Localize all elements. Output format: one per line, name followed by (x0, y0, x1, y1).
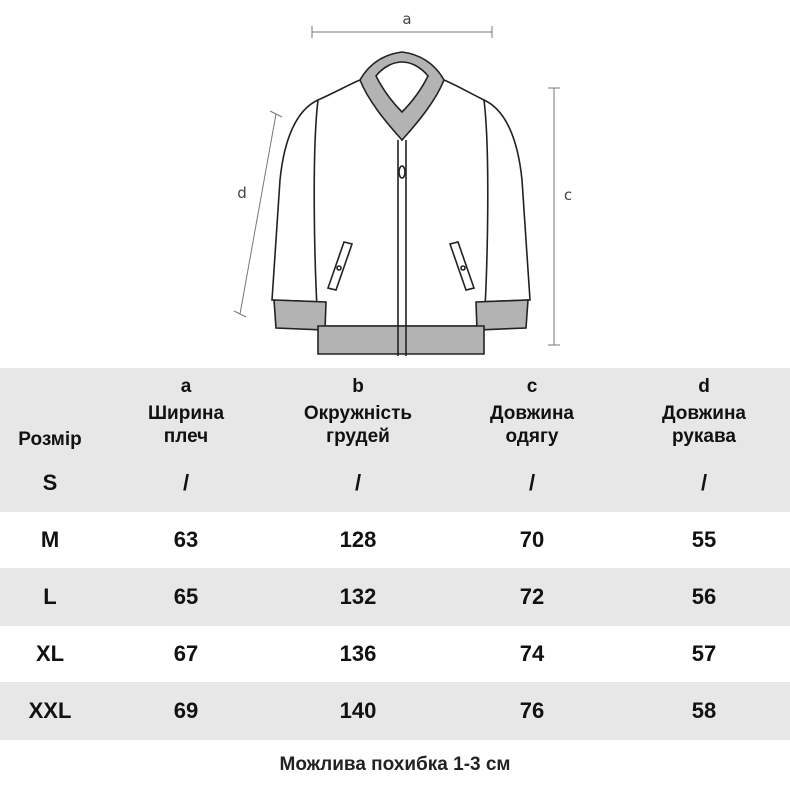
size-cell: S (42, 470, 58, 495)
value-cell: 56 (691, 584, 717, 609)
value-cell: 67 (173, 641, 199, 666)
value-cell: 70 (519, 527, 545, 552)
jacket-illustration (272, 52, 530, 356)
value-cell: 55 (691, 527, 717, 552)
value-cell: 69 (173, 698, 199, 723)
header-letter: d (698, 375, 710, 397)
header-name: Окружність грудей (303, 402, 413, 447)
table-row (0, 568, 790, 626)
value-cell: 74 (519, 641, 545, 666)
value-cell: 136 (339, 641, 377, 666)
header-col-c (452, 368, 612, 454)
label-d: d (237, 184, 247, 202)
table-row (0, 454, 790, 512)
value-cell: 140 (339, 698, 377, 723)
value-cell: / (528, 470, 536, 495)
value-cell: 128 (339, 527, 377, 552)
header-col-a (106, 368, 266, 454)
table-row (0, 512, 790, 568)
jacket-diagram (0, 0, 790, 366)
header-col-b (278, 368, 438, 454)
header-col-d (624, 368, 784, 454)
value-cell: 132 (339, 584, 377, 609)
header-size-label: Розмір (18, 428, 82, 450)
header-name: Довжина одягу (490, 402, 574, 447)
header-letter: b (352, 375, 364, 397)
value-cell: / (182, 470, 190, 495)
header-name: Довжина рукава (662, 402, 746, 447)
value-cell: 57 (691, 641, 717, 666)
measure-c (548, 88, 560, 345)
tolerance-note: Можлива похибка 1-3 см (279, 754, 511, 775)
value-cell: 76 (519, 698, 545, 723)
header-name: Ширина плеч (147, 402, 225, 447)
size-cell: M (40, 527, 60, 552)
size-cell: L (43, 584, 57, 609)
label-c: c (563, 186, 573, 204)
value-cell: / (354, 470, 362, 495)
size-cell: XL (35, 641, 65, 666)
header-letter: c (526, 375, 538, 397)
value-cell: 58 (691, 698, 717, 723)
header-letter: a (180, 375, 192, 397)
table-header (0, 368, 790, 454)
value-cell: 72 (519, 584, 545, 609)
value-cell: 65 (173, 584, 199, 609)
size-cell: XXL (28, 698, 72, 723)
value-cell: / (700, 470, 708, 495)
table-row (0, 626, 790, 682)
value-cell: 63 (173, 527, 199, 552)
label-a: a (402, 10, 412, 28)
table-row (0, 682, 790, 740)
